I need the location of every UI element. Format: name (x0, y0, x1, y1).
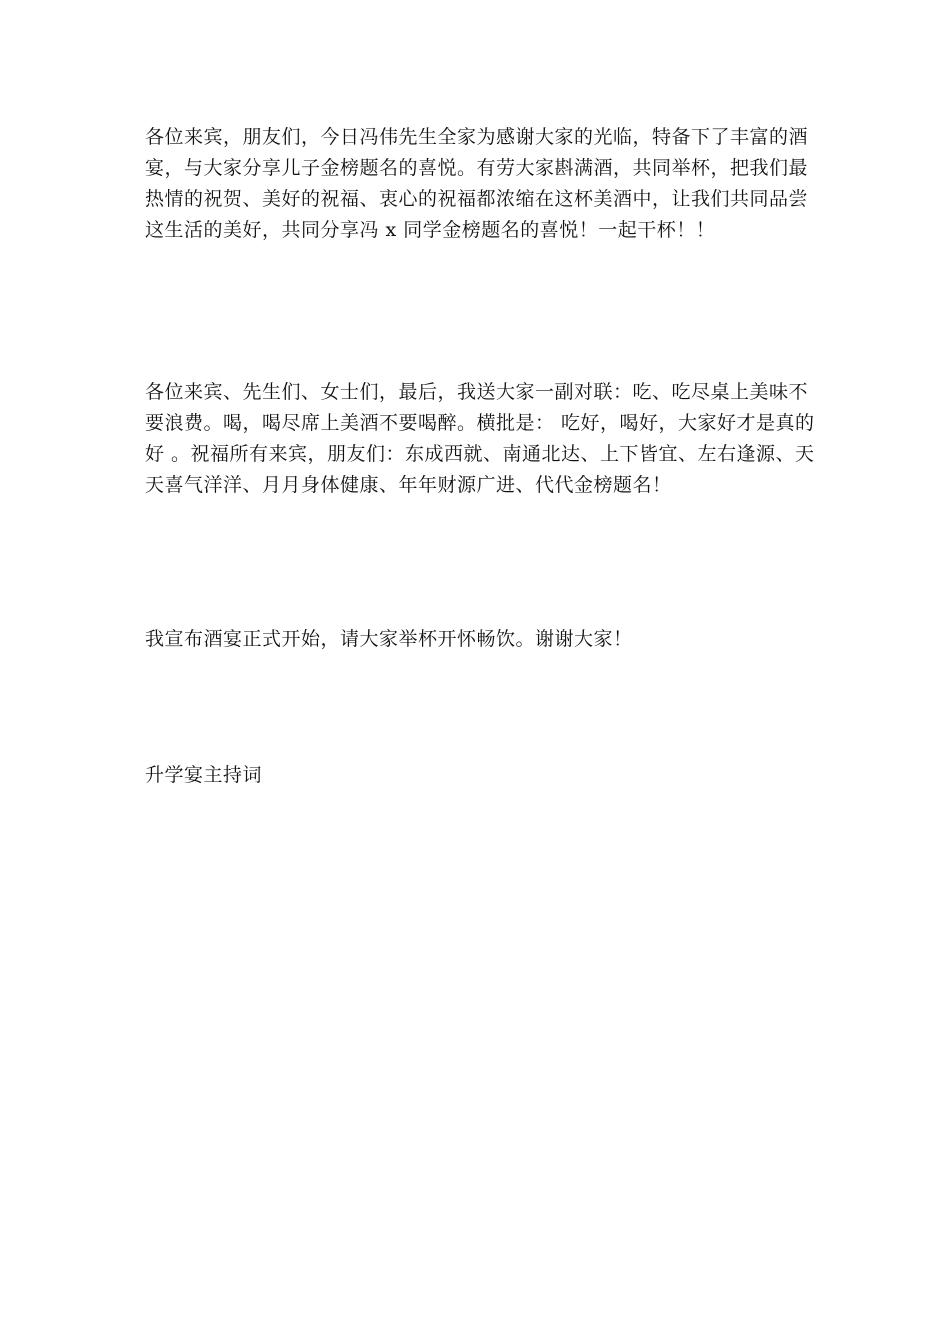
text-line: 宴，与大家分享儿子金榜题名的喜悦。有劳大家斟满酒，共同举杯，把我们最 (145, 157, 809, 179)
text-line: 热情的祝贺、美好的祝福、衷心的祝福都浓缩在这杯美酒中，让我们共同品尝 (145, 188, 809, 210)
paragraph-banquet-start (145, 624, 810, 655)
text-line: 各位来宾、先生们、女士们，最后，我送大家一副对联：吃、吃尽桌上美味不 (145, 381, 809, 403)
paragraph-welcome-toast (145, 122, 810, 246)
text-line: 天喜气洋洋、月月身体健康、年年财源广进、代代金榜题名！ (145, 474, 672, 496)
text-line: 好 。祝福所有来宾，朋友们：东成西就、南通北达、上下皆宜、左右逢源、天 (145, 443, 815, 465)
text-line: 要浪费。喝，喝尽席上美酒不要喝醉。横批是： 吃好，喝好，大家好才是真的 (145, 412, 815, 434)
text-line: 我宣布酒宴正式开始，请大家举杯开怀畅饮。谢谢大家！ (145, 628, 633, 650)
paragraph-couplet-blessing (145, 377, 815, 501)
text-line: 这生活的美好，共同分享冯 x 同学金榜题名的喜悦！一起干杯！！ (145, 219, 716, 241)
text-line: 升学宴主持词 (145, 764, 263, 786)
paragraph-section-title (145, 760, 810, 791)
text-line: 各位来宾，朋友们，今日冯伟先生全家为感谢大家的光临，特备下了丰富的酒 (145, 126, 809, 148)
